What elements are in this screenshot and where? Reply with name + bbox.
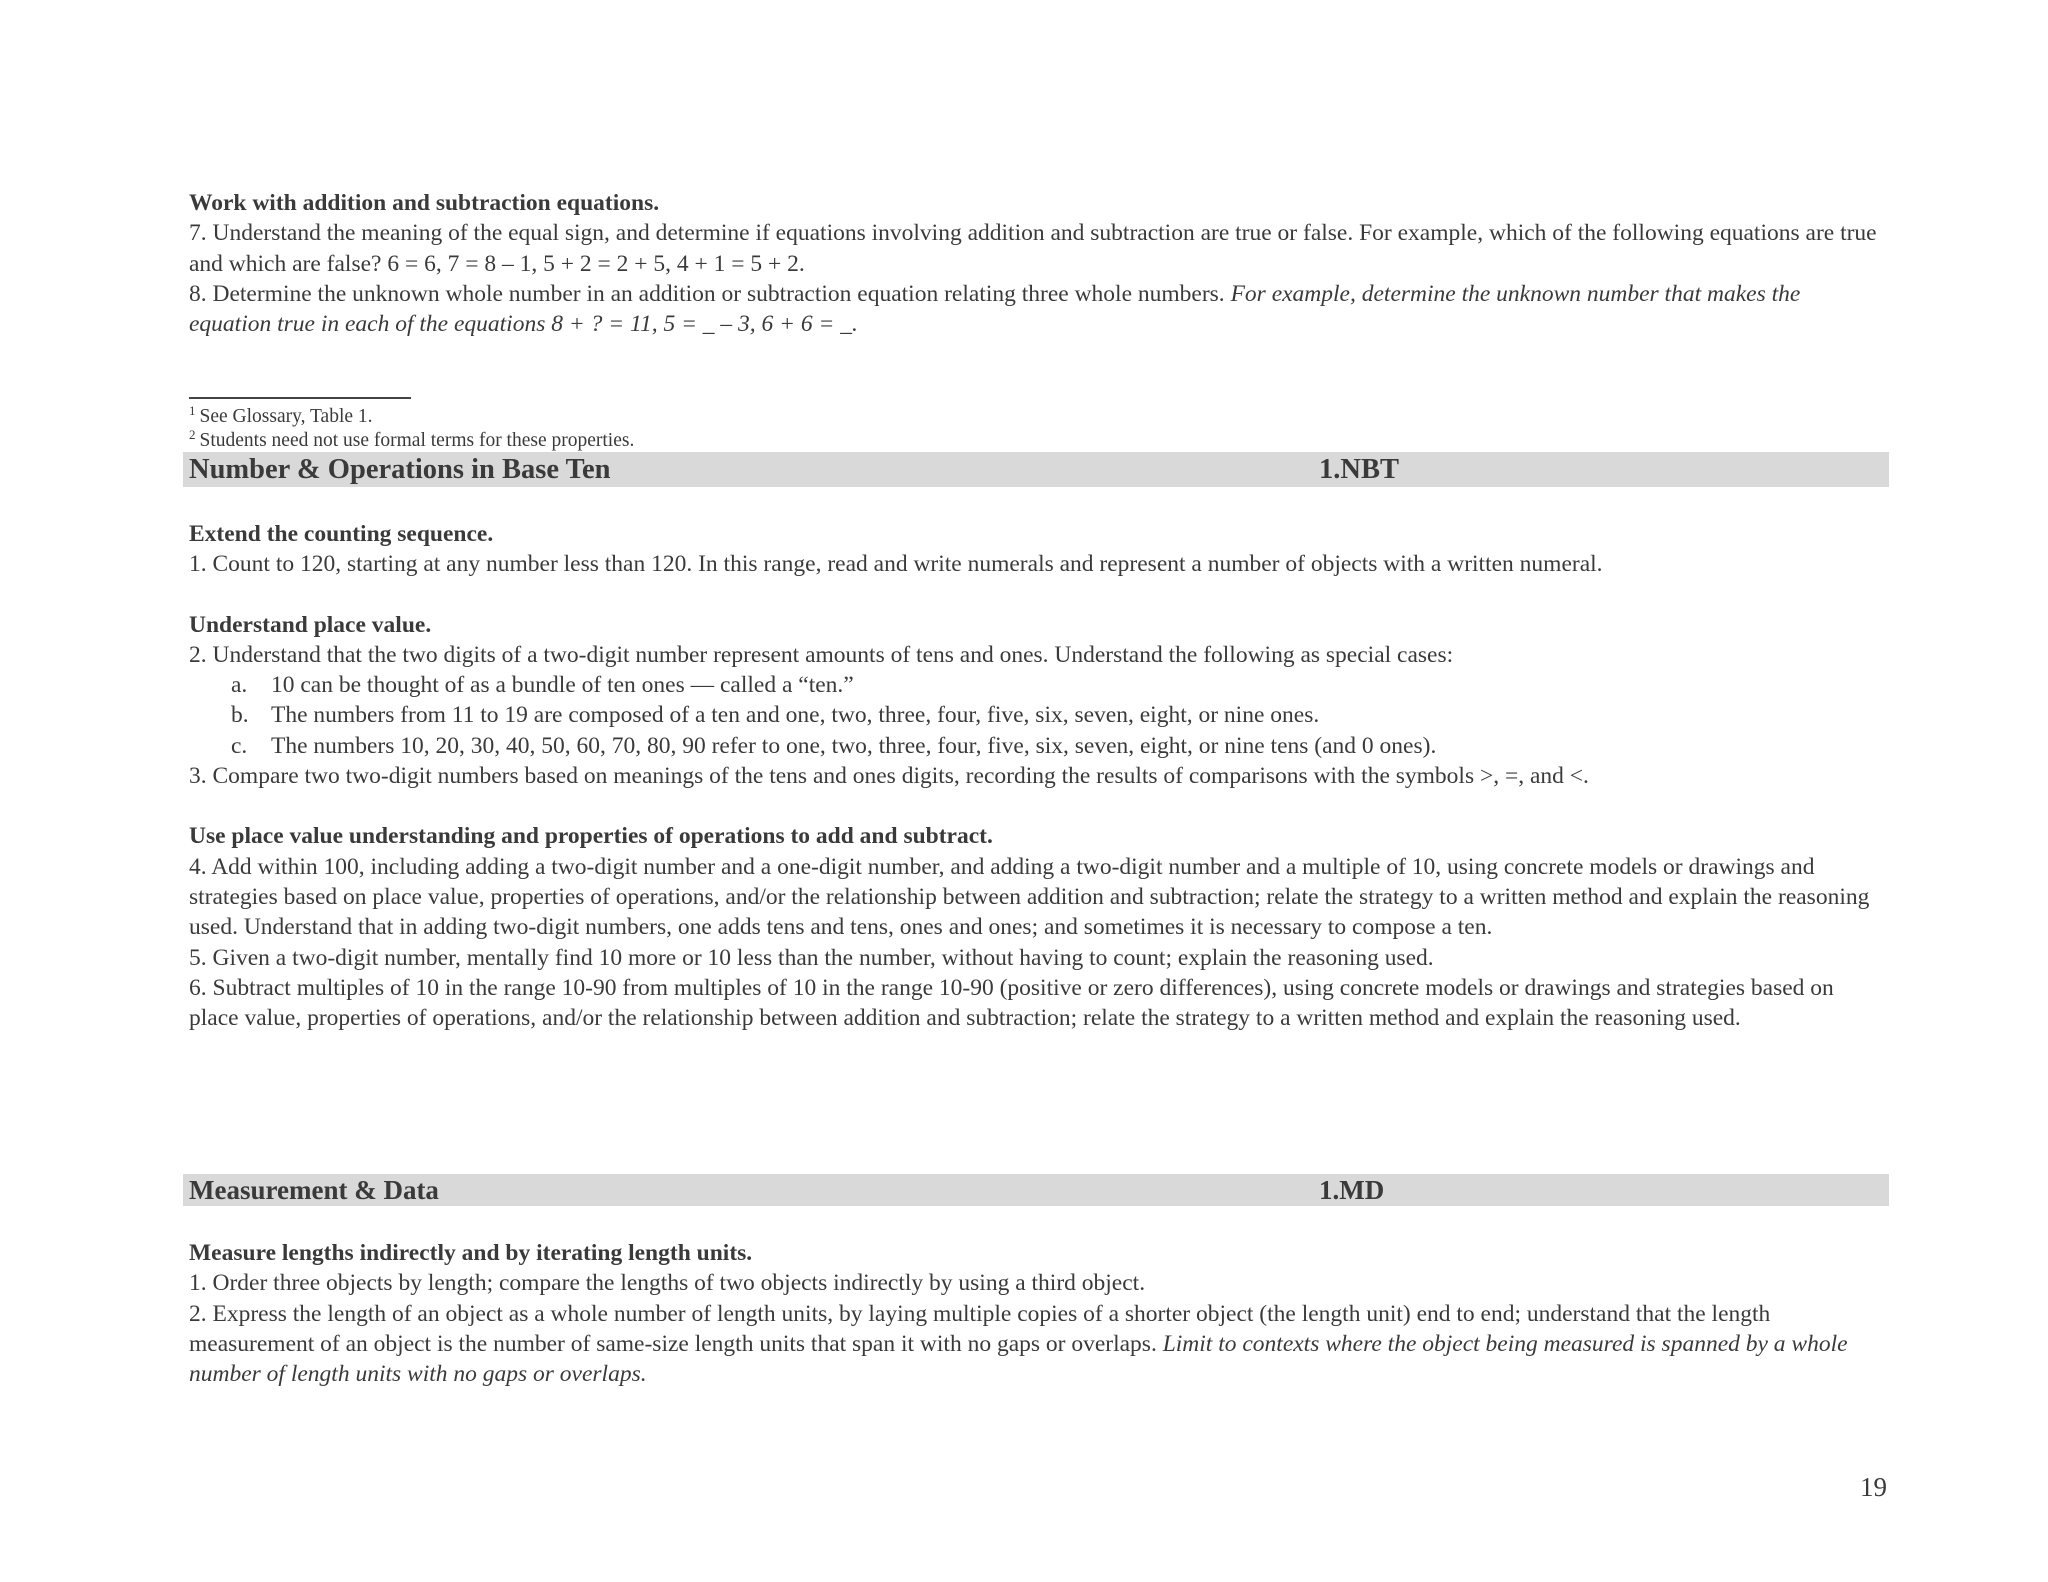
md-item-2-text: 2. Express the length of an object as a whole number of length units, by laying multiple copies of a shorter object (the length unit) end to end; understand that the length measurement of an object is the number of same-size length units that span it with no gaps or overlaps. (189, 1300, 1771, 1357)
equations-section (189, 188, 1879, 339)
section-code-nbt: 1.NBT (1319, 454, 1399, 485)
md-item-2 (189, 1299, 1879, 1390)
nbt-sub-item-c (189, 731, 1879, 761)
sub-item-marker: a. (231, 672, 248, 699)
md-heading: Measure lengths indirectly and by iterating length units. (189, 1240, 753, 1266)
footnote-rule (189, 397, 411, 399)
nbt-item-3: 3. Compare two two-digit numbers based on meanings of the tens and ones digits, recording the results of comparisons with the symbols >, =, and <. (189, 763, 1589, 790)
equations-item-8-example: For example, determine the unknown number that makes the equation true in each of the equations 8 + ? = 11, 5 = _ – 3, 6 + 6 = _. (189, 280, 1801, 338)
nbt-sub-item-a (189, 670, 1879, 700)
sub-item-text: The numbers 10, 20, 30, 40, 50, 60, 70, 80, 90 refer to one, two, three, four, five, six, seven, eight, or nine tens (and 0 ones). (271, 732, 1437, 759)
nbt-item-5: 5. Given a two-digit number, mentally find 10 more or 10 less than the number, without having to count; explain the reasoning used. (189, 944, 1434, 971)
equations-item-7: 7. Understand the meaning of the equal sign, and determine if equations involving addition and subtraction are true or false. For example, which of the following equations are true and which are false? 6 = 6, 7 = 8 – 1, 5 + 2 = 2 + 5, 4 + 1 = 5 + 2. (189, 220, 1877, 277)
footnote-2 (189, 424, 634, 452)
footnote-2-number: 2 (189, 427, 196, 442)
footnote-2-text: Students need not use formal terms for these properties. (199, 430, 635, 451)
sub-item-marker: c. (231, 732, 248, 759)
nbt-item-1: 1. Count to 120, starting at any number less than 120. In this range, read and write numerals and represent a number of objects with a written numeral. (189, 551, 1603, 578)
md-item-2-limit: Limit to contexts where the object being measured is spanned by a whole number of length units with no gaps or overlaps. (189, 1330, 1848, 1388)
section-bar-md (183, 1174, 1889, 1206)
equations-item-8 (189, 279, 1879, 340)
nbt-section (189, 519, 1879, 1033)
footnote-1-text: See Glossary, Table 1. (199, 406, 373, 427)
section-code-md: 1.MD (1319, 1175, 1385, 1205)
counting-heading: Extend the counting sequence. (189, 521, 494, 547)
equations-heading: Work with addition and subtraction equations. (189, 190, 660, 216)
md-section (189, 1238, 1879, 1389)
nbt-item-4: 4. Add within 100, including adding a two-digit number and a one-digit number, and adding a two-digit number and a multiple of 10, using concrete models or drawings and strategies based on place value, properties of operations, and/or the relationship between addition and subtraction; relate the strategy to a written method and explain the reasoning used. Understand that in adding two-digit numbers, one adds tens and tens, ones and ones; and sometimes it is necessary to compose a ten. (189, 853, 1870, 941)
sub-item-marker: b. (231, 702, 249, 729)
section-title-md: Measurement & Data (189, 1175, 439, 1205)
place-value-heading: Understand place value. (189, 611, 432, 638)
page-number: 19 (1860, 1472, 1887, 1502)
md-item-1: 1. Order three objects by length; compare the lengths of two objects indirectly by using a third object. (189, 1270, 1146, 1297)
section-title-nbt: Number & Operations in Base Ten (189, 454, 611, 485)
nbt-item-2: 2. Understand that the two digits of a two-digit number represent amounts of tens and ones. Understand the following as special cases: (189, 641, 1454, 668)
footnote-1-number: 1 (189, 403, 196, 418)
equations-item-8-text: 8. Determine the unknown whole number in an addition or subtraction equation relating three whole numbers. (189, 280, 1231, 307)
nbt-sub-item-b (189, 700, 1879, 730)
sub-item-text: The numbers from 11 to 19 are composed of a ten and one, two, three, four, five, six, seven, eight, or nine ones. (271, 702, 1320, 729)
section-bar-nbt (183, 452, 1889, 487)
sub-item-text: 10 can be thought of as a bundle of ten ones — called a “ten.” (271, 672, 854, 699)
nbt-item-6: 6. Subtract multiples of 10 in the range 10-90 from multiples of 10 in the range 10-90 (positive or zero differences), using concrete models or drawings and strategies based on place value, properties of operations, and/or the relationship between addition and subtraction; relate the strategy to a written method and explain the reasoning used. (189, 974, 1834, 1032)
operations-heading: Use place value understanding and properties of operations to add and subtract. (189, 823, 993, 850)
